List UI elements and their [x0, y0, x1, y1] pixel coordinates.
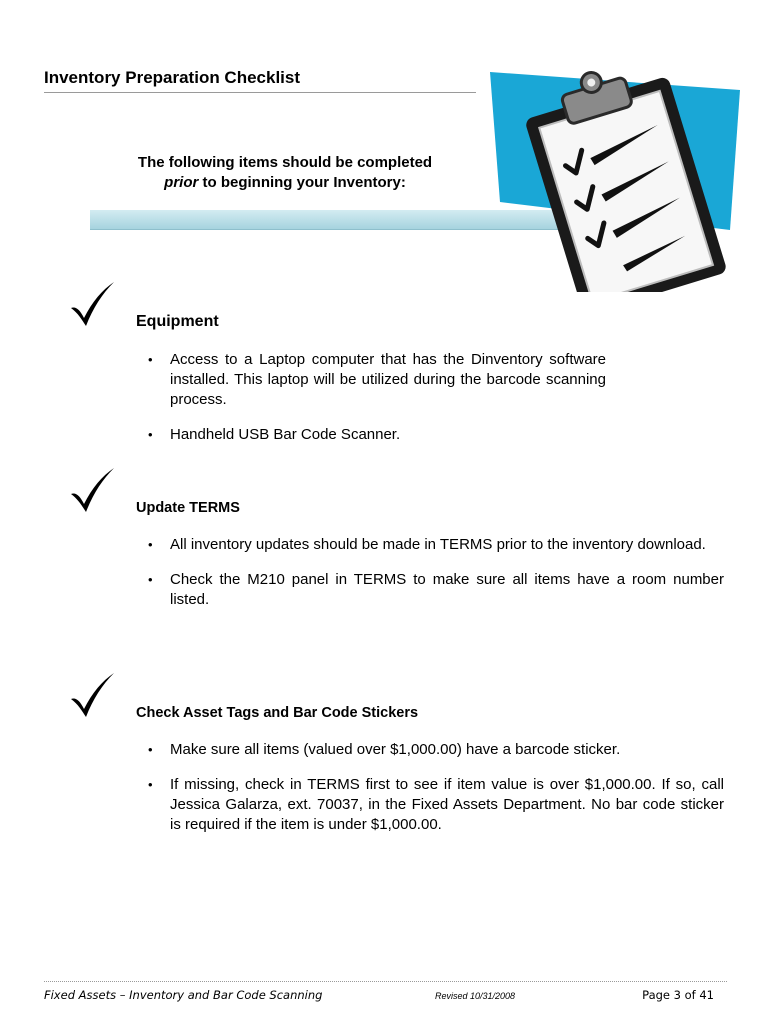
checkmark-icon [68, 466, 118, 514]
list-item: • If missing, check in TERMS first to see if item value is over $1,000.00. If so, call Jessica Galarza, ext. 70037, in the Fixed Assets Department. No bar code sticker is required if the item is under $1,000.00. [148, 776, 724, 833]
section-title-update-terms: Update TERMS [136, 500, 240, 516]
bullet: • [148, 537, 153, 552]
footer-document-title: Fixed Assets – Inventory and Bar Code Scanning [44, 988, 323, 1002]
section-title-asset-tags: Check Asset Tags and Bar Code Stickers [136, 705, 419, 721]
intro-emphasis: prior [164, 174, 199, 191]
checkmark-icon [68, 671, 118, 719]
asset-tags-list [136, 740, 724, 850]
list-item: • Access to a Laptop computer that has the Dinventory software installed. This laptop will be utilized during the barcode scanning process. [148, 351, 606, 408]
footer-revision-date: Revised 10/31/2008 [435, 991, 516, 1001]
intro-line-2 [90, 173, 480, 193]
bullet: • [148, 427, 153, 442]
intro-line-2-rest: to beginning your Inventory: [198, 174, 406, 191]
footer-divider [44, 981, 727, 982]
bullet: • [148, 352, 153, 367]
intro-line-1: The following items should be completed [137, 154, 433, 171]
list-item: • All inventory updates should be made in TERMS prior to the inventory download. [148, 536, 706, 553]
page-title: Inventory Preparation Checklist [44, 68, 476, 93]
intro-text [90, 153, 480, 193]
clipboard-checklist-icon [480, 52, 740, 292]
footer-page-number: Page 3 of 41 [642, 988, 714, 1002]
checkmark-icon [68, 280, 118, 328]
bullet: • [148, 572, 153, 587]
update-terms-list [136, 535, 724, 625]
list-item: • Make sure all items (valued over $1,000.00) have a barcode sticker. [148, 741, 621, 758]
equipment-list [136, 350, 606, 460]
section-title-equipment: Equipment [136, 313, 219, 330]
list-item: • Handheld USB Bar Code Scanner. [148, 426, 401, 443]
bullet: • [148, 777, 153, 792]
list-item: • Check the M210 panel in TERMS to make sure all items have a room number listed. [148, 571, 724, 608]
bullet: • [148, 742, 153, 757]
